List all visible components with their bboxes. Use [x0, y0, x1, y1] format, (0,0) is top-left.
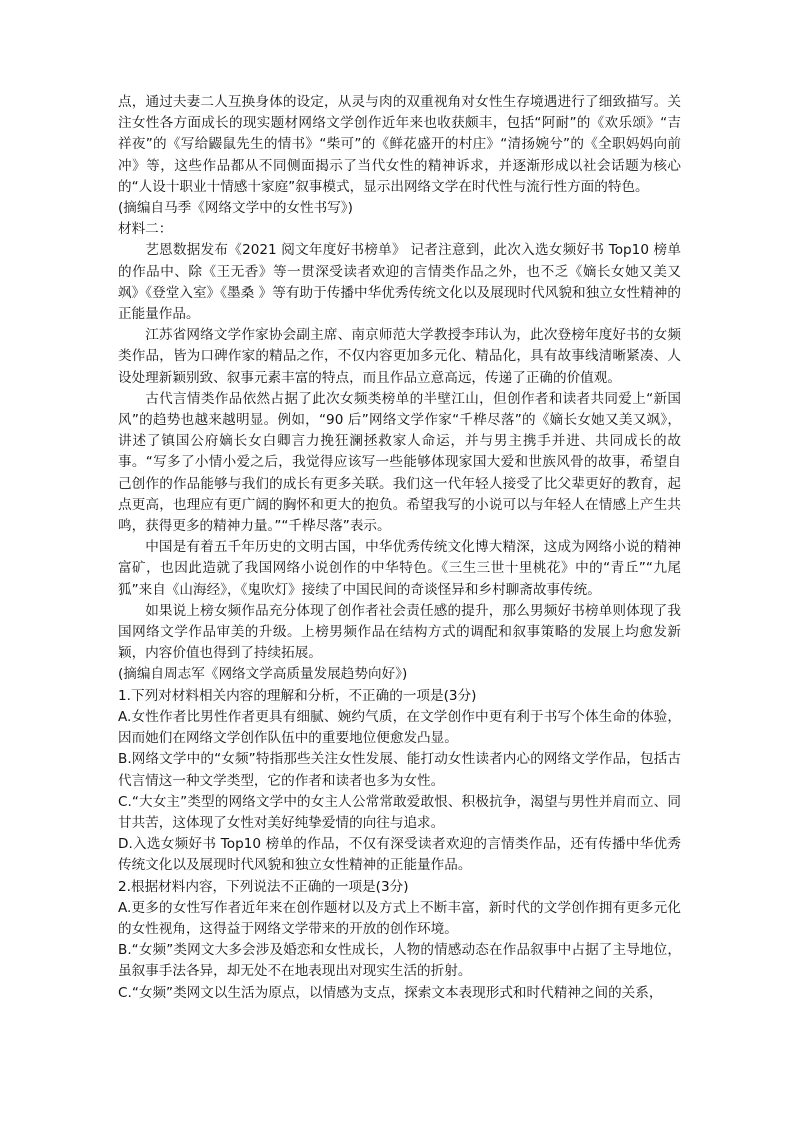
material2-paragraph: 如果说上榜女频作品充分体现了创作者社会责任感的提升，那么男频好书榜单则体现了我国网络文学作品审美的升级。上榜男频作品在结构方式的调配和叙事策略的发展上均愈发新颖，内容价值也得到了持续拓展。 [118, 602, 681, 662]
question-2-stem: 2.根据材料内容，下列说法不正确的一项是(3分) [118, 878, 409, 895]
question-2-option-b: B.“女频”类网文大多会涉及婚恋和女性成长，人物的情感动态在作品叙事中占据了主导地位，虽叙事手法各异，却无处不在地表现出对现实生活的折射。 [118, 942, 681, 980]
material2-paragraph: 古代言情类作品依然占据了此次女频类榜单的半壁江山，但创作者和读者共同爱上“新国风”的趋势也越来越明显。例如，“90 后”网络文学作家“千桦尽落”的《嫡长女她又美又飒》，讲述了镇国公府嫡长女白卿言力挽狂澜拯救家人命运，并与男主携手并进、共同成长的故事。“写多了小情小爱之后，我觉得应该写一些能够体现家国大爱和世族风骨的故事，希望自己创作的作品能够与我们的成长有更多关联。我们这一代年轻人接受了比父辈更好的教育，起点更高，也理应有更广阔的胸怀和更大的抱负。希望我写的小说可以与年轻人在情感上产生共鸣，获得更多的精神力量。”“千桦尽落”表示。 [118, 390, 681, 535]
question-1-option-d: D.入选女频好书 Top10 榜单的作品，不仅有深受读者欢迎的言情类作品，还有传播中华优秀传统文化以及展现时代风貌和独立女性精神的正能量作品。 [118, 836, 681, 874]
material2-paragraph: 艺恩数据发布《2021 阅文年度好书榜单》 记者注意到，此次入选女频好书 Top10 榜单的作品中、除《王无香》等一贯深受读者欢迎的言情类作品之外，也不乏《嫡长女她又美又飒》《登堂入室》《墨桑 》等有助于传播中华优秀传统文化以及展现时代风貌和独立女性精神的正能量作品。 [118, 242, 681, 323]
material1-source: (摘编自马季《网络文学中的女性书写》) [118, 200, 353, 217]
material1-tail-paragraph: 点，通过夫妻二人互换身体的设定，从灵与肉的双重视角对女性生存境遇进行了细致描写。关注女性各方面成长的现实题材网络文学创作近年来也收获颇丰，包括“阿耐”的《欢乐颂》“吉祥夜”的《写给鼹鼠先生的情书》“柴可”的《鲜花盛开的村庄》“清扬婉兮”的《全职妈妈向前冲》等，这些作品都从不同侧面揭示了当代女性的精神诉求，并逐渐形成以社会话题为核心的“人设十职业十情感十家庭”叙事模式，显示出网络文学在时代性与流行性方面的特色。 [118, 94, 681, 195]
question-2-option-a: A.更多的女性写作者近年来在创作题材以及方式上不断丰富，新时代的文学创作拥有更多元化的女性视角，这得益于网络文学带来的开放的创作环境。 [118, 899, 681, 937]
document-page [118, 92, 681, 1004]
question-2-option-c: C.“女频”类网文以生活为原点，以情感为支点，探索文本表现形式和时代精神之间的关系， [118, 984, 663, 1001]
question-1-option-a: A.女性作者比男性作者更具有细腻、婉约气质，在文学创作中更有利于书写个体生命的体验，因而她们在网络文学创作队伍中的重要地位便愈发凸显。 [118, 708, 681, 747]
question-1-option-c: C.“大女主”类型的网络文学中的女主人公常常敢爱敢恨、积极抗争，渴望与男性并肩而立、同甘共苦，这体现了女性对美好纯挚爱情的向往与追求。 [118, 793, 681, 831]
question-1-option-b: B.网络文学中的“女频”特指那些关注女性发展、能打动女性读者内心的网络文学作品，包括古代言情这一种文学类型，它的作者和读者也多为女性。 [118, 751, 681, 789]
material2-source: (摘编自周志军《网络文学高质量发展趋势向好》) [118, 666, 408, 683]
material2-paragraph: 江苏省网络文学作家协会副主席、南京师范大学教授李玮认为，此次登榜年度好书的女频类作品，皆为口碑作家的精品之作，不仅内容更加多元化、精品化，具有故事线清晰紧凑、人设处理新颖别致、叙事元素丰富的特点，而且作品立意高远，传递了正确的价值观。 [118, 327, 681, 386]
material2-heading: 材料二： [118, 221, 173, 238]
material2-paragraph: 中国是有着五千年历史的文明古国，中华优秀传统文化博大精深，这成为网络小说的精神富矿，也因此造就了我国网络小说创作的中华特色。《三生三世十里桃花》中的“青丘”“九尾狐”来自《山海经》，《鬼吹灯》接续了中国民间的奇谈怪异和乡村聊斋故事传统。 [118, 539, 681, 598]
question-1-stem: 1.下列对材料相关内容的理解和分析，不正确的一项是(3分) [118, 687, 477, 704]
